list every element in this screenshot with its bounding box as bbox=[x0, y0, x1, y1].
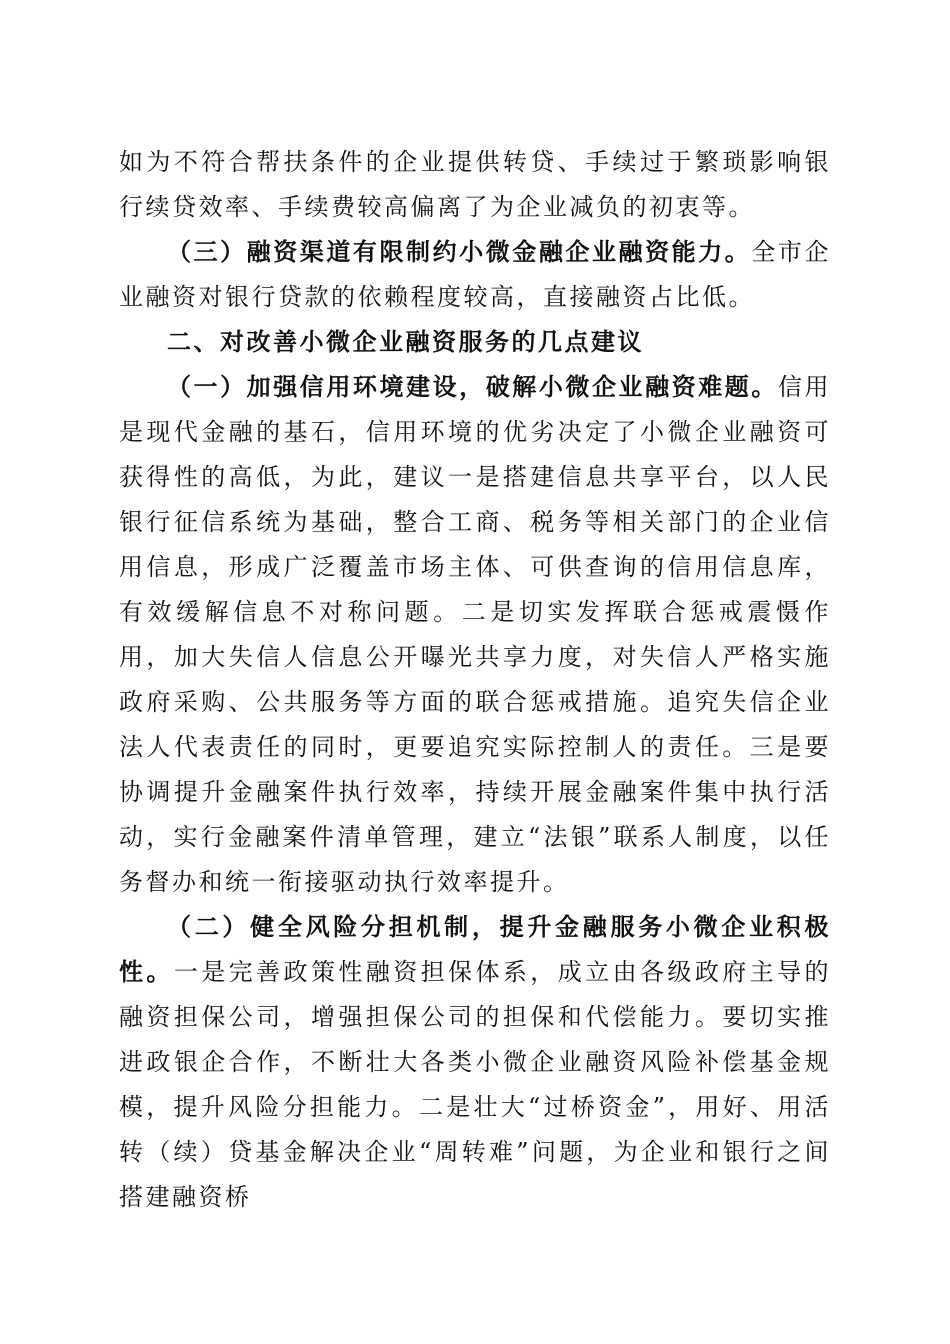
paragraph-text: 一是完善政策性融资担保体系，成立由各级政府主导的融资担保公司，增强担保公司的担保和代偿能力。要切实推进政银企合作，不断壮大各类小微企业融资风险补偿基金规模，提升风险分担能力。二是壮大“过桥资金”，用好、用活转（续）贷基金解决企业“周转难”问题，为企业和银行之间搭建融资桥 bbox=[119, 958, 832, 1211]
paragraph-text: 如为不符合帮扶条件的企业提供转贷、手续过于繁琐影响银行续贷效率、手续费较高偏离了为企业减负的初衷等。 bbox=[119, 148, 831, 221]
paragraph-text: 全市企业融资对银行贷款的依赖程度较高，直接融资占比低。 bbox=[119, 238, 831, 311]
paragraph-credit-environment bbox=[119, 365, 831, 905]
document-page bbox=[119, 140, 831, 1220]
section-heading: 二、对改善小微企业融资服务的几点建议 bbox=[167, 328, 644, 356]
paragraph-lead: （三）融资渠道有限制约小微金融企业融资能力。 bbox=[167, 238, 752, 266]
paragraph-lead: （二）健全风险分担机制，提升金融服务小微企业积极性。 bbox=[119, 913, 831, 986]
paragraph-lead: （一）加强信用环境建设，破解小微企业融资难题。 bbox=[167, 373, 778, 401]
paragraph-text: 信用是现代金融的基石，信用环境的优劣决定了小微企业融资可获得性的高低，为此，建议一是搭建信息共享平台，以人民银行征信系统为基础，整合工商、税务等相关部门的企业信用信息，形成广泛覆盖市场主体、可供查询的信用信息库，有效缓解信息不对称问题。二是切实发挥联合惩戒震慑作用，加大失信人信息公开曝光共享力度，对失信人严格实施政府采购、公共服务等方面的联合惩戒措施。追究失信企业法人代表责任的同时，更要追究实际控制人的责任。三是要协调提升金融案件执行效率，持续开展金融案件集中执行活动，实行金融案件清单管理，建立“法银”联系人制度，以任务督办和统一衔接驱动执行效率提升。 bbox=[119, 373, 831, 896]
paragraph-continuation bbox=[119, 140, 831, 230]
paragraph-risk-sharing bbox=[119, 905, 831, 1220]
paragraph-financing-channels bbox=[119, 230, 831, 320]
